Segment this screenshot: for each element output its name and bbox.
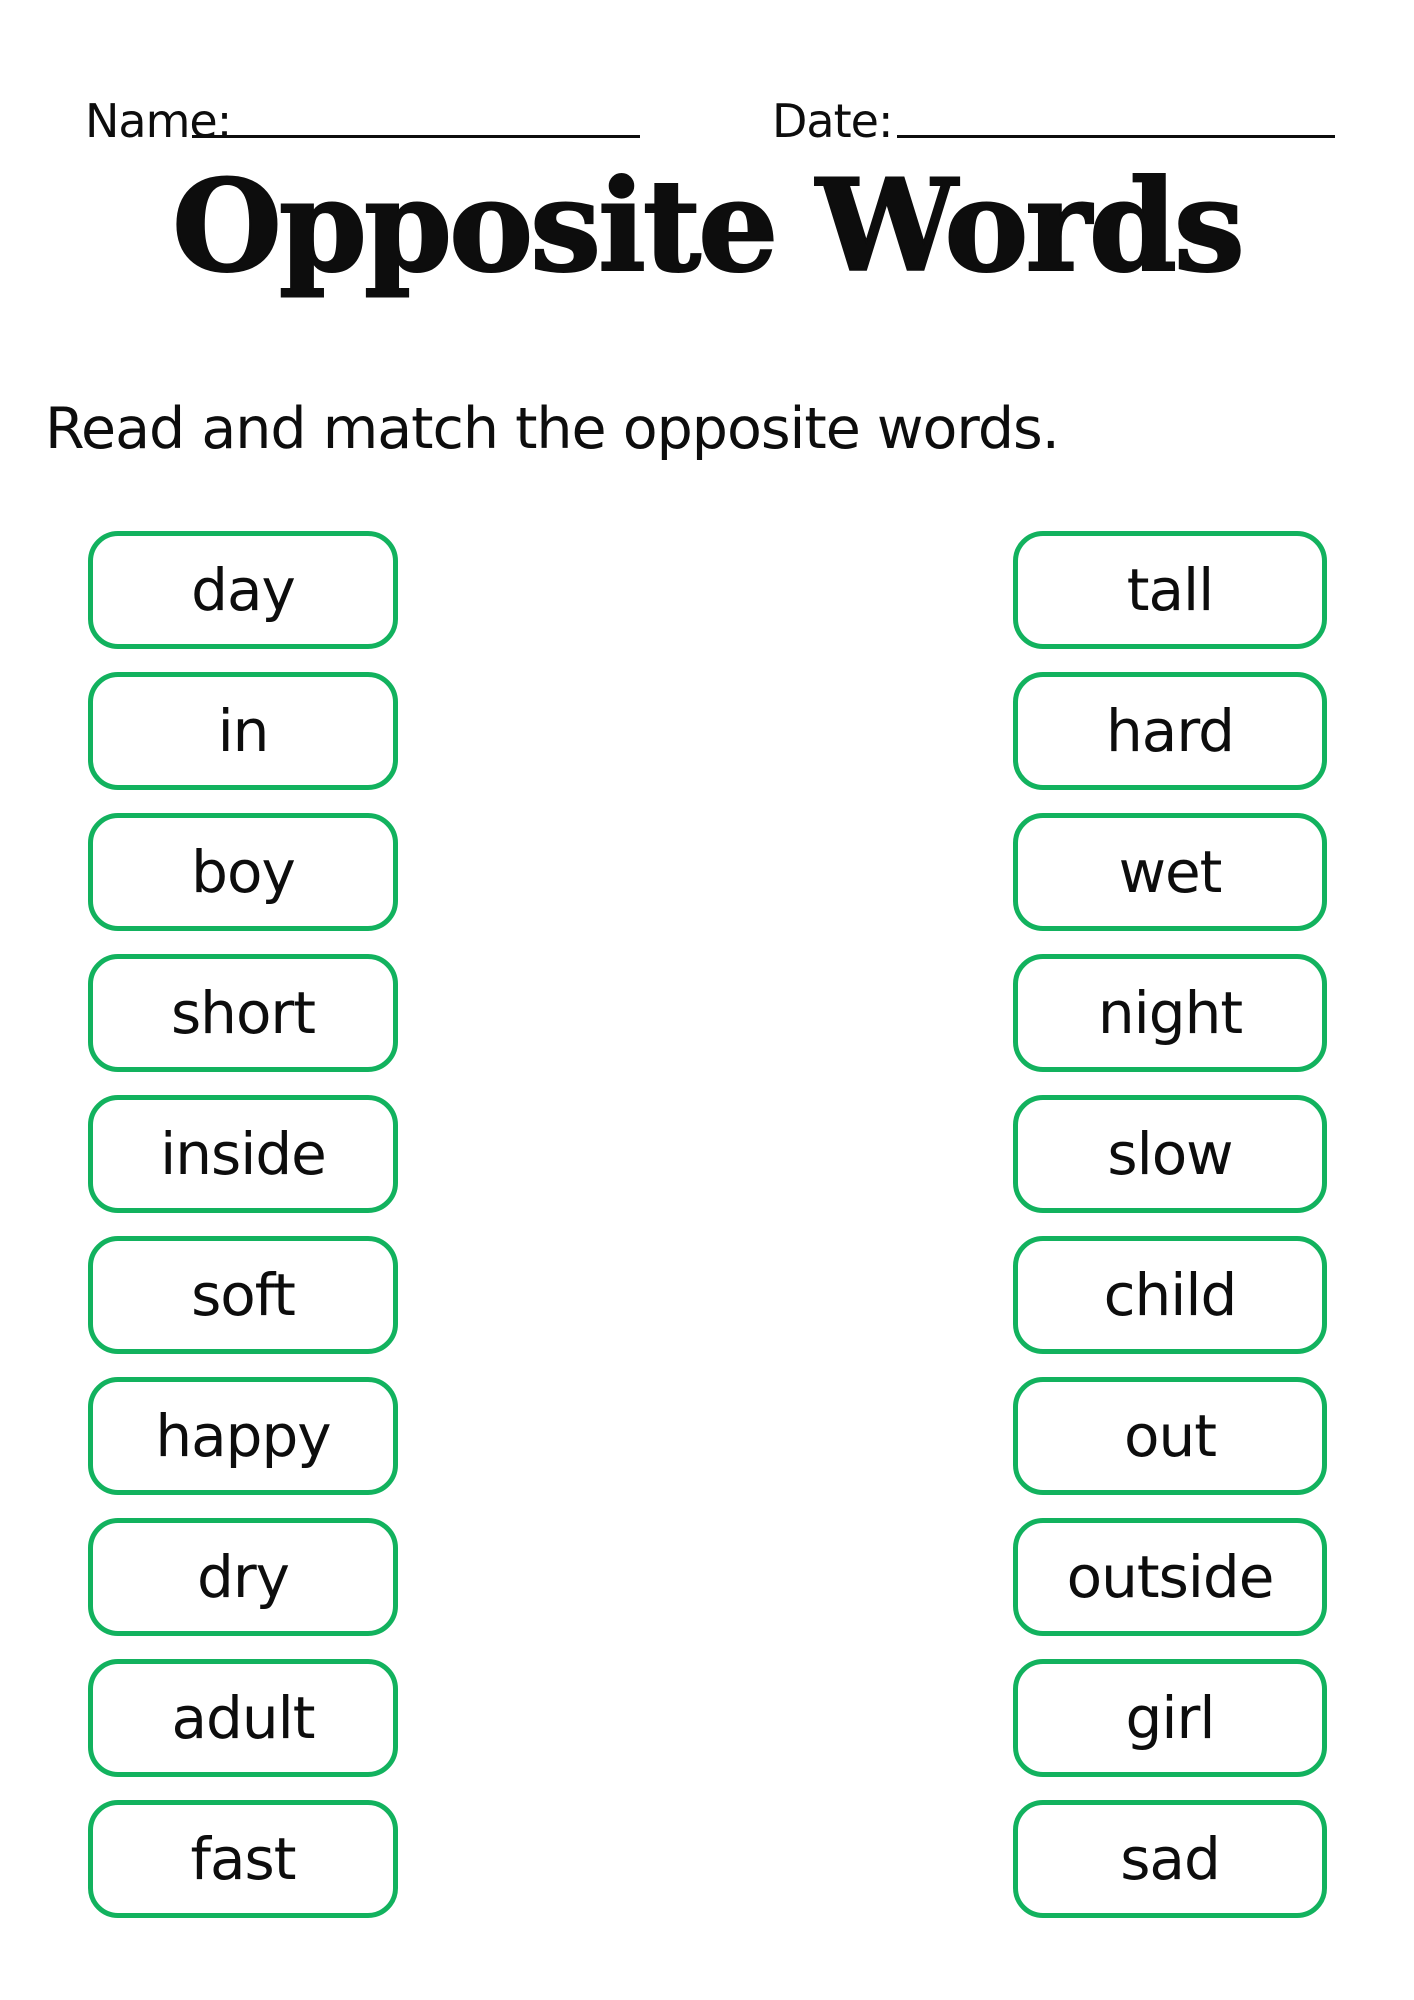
date-input-line[interactable] bbox=[897, 135, 1335, 138]
left-word-column bbox=[88, 531, 398, 1918]
word-box-right[interactable] bbox=[1013, 1518, 1327, 1636]
word-box-left[interactable] bbox=[88, 813, 398, 931]
word-box-left[interactable] bbox=[88, 954, 398, 1072]
word-label: fast bbox=[190, 1825, 296, 1893]
word-label: tall bbox=[1126, 556, 1214, 624]
word-label: happy bbox=[155, 1402, 331, 1470]
word-box-right[interactable] bbox=[1013, 1659, 1327, 1777]
word-label: night bbox=[1097, 979, 1243, 1047]
word-label: soft bbox=[191, 1261, 295, 1329]
word-box-right[interactable] bbox=[1013, 1800, 1327, 1918]
instruction-text: Read and match the opposite words. bbox=[45, 396, 1059, 462]
word-label: boy bbox=[191, 838, 295, 906]
word-box-right[interactable] bbox=[1013, 1236, 1327, 1354]
word-label: sad bbox=[1120, 1825, 1220, 1893]
word-label: in bbox=[217, 697, 269, 765]
date-label: Date: bbox=[772, 94, 893, 148]
word-label: child bbox=[1103, 1261, 1237, 1329]
word-box-left[interactable] bbox=[88, 531, 398, 649]
word-box-left[interactable] bbox=[88, 1800, 398, 1918]
word-label: inside bbox=[160, 1120, 326, 1188]
word-box-left[interactable] bbox=[88, 1377, 398, 1495]
word-box-right[interactable] bbox=[1013, 531, 1327, 649]
word-box-right[interactable] bbox=[1013, 1095, 1327, 1213]
word-label: hard bbox=[1106, 697, 1234, 765]
word-label: girl bbox=[1125, 1684, 1215, 1752]
word-label: outside bbox=[1066, 1543, 1274, 1611]
word-box-left[interactable] bbox=[88, 1095, 398, 1213]
word-label: dry bbox=[197, 1543, 289, 1611]
word-label: out bbox=[1124, 1402, 1216, 1470]
word-label: wet bbox=[1118, 838, 1222, 906]
word-label: short bbox=[170, 979, 316, 1047]
page-title: Opposite Words bbox=[172, 152, 1242, 300]
word-label: adult bbox=[171, 1684, 315, 1752]
word-box-left[interactable] bbox=[88, 1659, 398, 1777]
word-box-left[interactable] bbox=[88, 1236, 398, 1354]
word-box-right[interactable] bbox=[1013, 954, 1327, 1072]
word-label: day bbox=[191, 556, 295, 624]
name-label: Name: bbox=[85, 94, 232, 148]
name-input-line[interactable] bbox=[192, 135, 640, 138]
word-box-right[interactable] bbox=[1013, 672, 1327, 790]
right-word-column bbox=[1013, 531, 1327, 1918]
word-box-left[interactable] bbox=[88, 672, 398, 790]
word-box-right[interactable] bbox=[1013, 1377, 1327, 1495]
word-box-right[interactable] bbox=[1013, 813, 1327, 931]
word-label: slow bbox=[1107, 1120, 1233, 1188]
word-box-left[interactable] bbox=[88, 1518, 398, 1636]
